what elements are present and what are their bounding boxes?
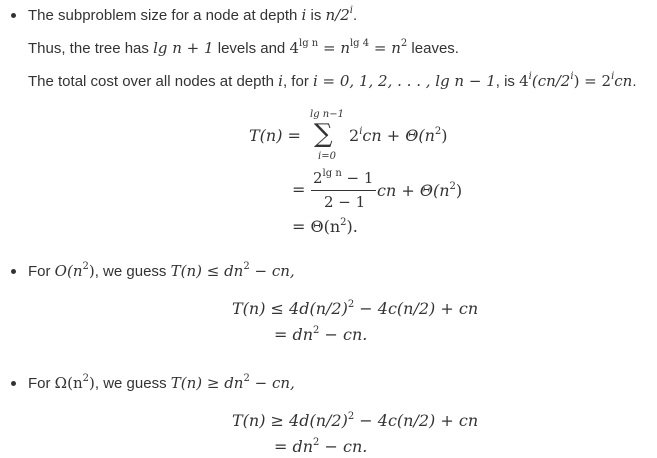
frac-equals: = (292, 180, 306, 199)
bullet-1 (11, 13, 16, 18)
bullet-2-line-2: = $dn^2$ − cn. (274, 325, 368, 344)
frac-rest: cn + $\Theta(n^2)$ (377, 181, 463, 200)
bullet-2-text: For $O(n^2)$, we guess $T(n) \le dn^2$ − cn, (28, 261, 295, 280)
line-2: Thus, the tree has lg n + 1 levels and $4^{lg n} = n^{lg 4} = n^2$ leaves. (28, 38, 459, 57)
theta-result: = $\Theta(n^2)$. (292, 217, 358, 236)
bullet-3-line-2: = $dn^2$ − cn. (274, 437, 368, 456)
line-3: The total cost over all nodes at depth i, for i = 0, 1, 2, . . . , lg n − 1, is $4^i(cn/2^i) = 2^icn$. (28, 71, 637, 90)
sum-term: $2^icn + \Theta(n^2)$ (349, 126, 448, 145)
sum-lower-limit: i=0 (318, 151, 336, 162)
sum-upper-limit: lg n−1 (310, 109, 344, 120)
bullet-3-text: For $\Omega(n^2)$, we guess $T(n) \ge dn^2$ − cn, (28, 373, 295, 392)
bullet-2-line-1: $T(n) \le 4d(n/2)^2 - 4c(n/2)$ + cn (232, 299, 479, 318)
sum-sigma: ∑ (314, 119, 333, 149)
sum-lhs: T(n) = (249, 126, 301, 145)
bullet-3-line-1: $T(n) \ge 4d(n/2)^2 - 4c(n/2)$ + cn (232, 411, 479, 430)
frac-denominator: 2 − 1 (324, 193, 366, 211)
fraction-bar (311, 190, 376, 191)
line-1: The subproblem size for a node at depth i is n/2$^i$. (28, 5, 358, 24)
frac-numerator: $2^{lg n} - 1$ (313, 168, 374, 187)
bullet-2 (11, 269, 16, 274)
bullet-3 (11, 381, 16, 386)
